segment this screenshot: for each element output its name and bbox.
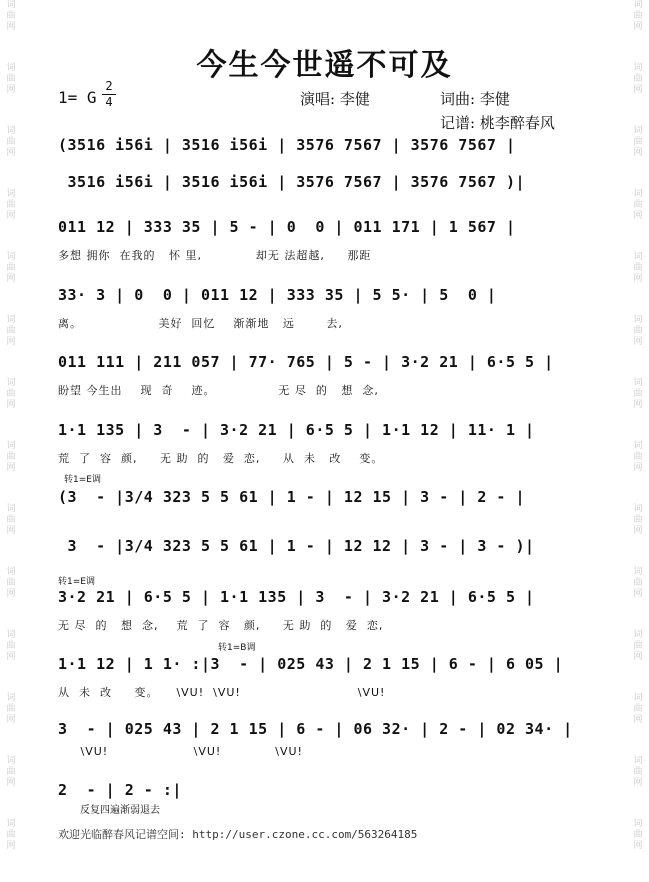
watermark-char: 词 — [6, 252, 16, 262]
watermark-char: 网 — [633, 400, 643, 410]
modulation-note-1: 转1=E调 — [64, 475, 101, 485]
lyric-line-4: 离。 美好 回忆 渐渐地 远 去, — [58, 317, 343, 330]
watermark-left — [2, 0, 20, 882]
watermark-char: 词 — [633, 630, 643, 640]
repeat-instruction: 反复四遍渐弱退去 — [80, 805, 160, 816]
watermark-char: 词 — [6, 504, 16, 514]
watermark-char: 网 — [6, 85, 16, 95]
watermark-char: 网 — [6, 274, 16, 284]
watermark-char: 曲 — [6, 452, 16, 462]
watermark-char: 曲 — [633, 74, 643, 84]
song-title: 今生今世遥不可及 — [196, 48, 453, 83]
lyric-line-11: \VU! \VU! \VU! — [58, 745, 303, 758]
watermark-char: 词 — [6, 63, 16, 73]
score-line-11: 3 - | 025 43 | 2 1 15 | 6 - | 06 32· | 2 - | 02 34· | — [58, 720, 573, 738]
watermark-char: 曲 — [6, 389, 16, 399]
watermark-char: 曲 — [633, 11, 643, 21]
watermark-char: 曲 — [6, 704, 16, 714]
score-line-12: 2 - | 2 - :| — [58, 781, 182, 799]
watermark-char: 网 — [633, 589, 643, 599]
watermark-char: 网 — [6, 526, 16, 536]
watermark-char: 词 — [633, 756, 643, 766]
score-line-7: (3 - |3/4 323 5 5 61 | 1 - | 12 15 | 3 - | 2 - | — [58, 488, 526, 506]
watermark-char: 曲 — [6, 578, 16, 588]
watermark-char: 曲 — [633, 137, 643, 147]
watermark-char: 词 — [633, 504, 643, 514]
watermark-char: 曲 — [633, 515, 643, 525]
lyric-line-10: 从 未 改 变。 \VU! \VU! \VU! — [58, 686, 386, 699]
score-line-4: 33· 3 | 0 0 | 011 12 | 333 35 | 5 5· | 5 0 | — [58, 286, 497, 304]
watermark-char: 词 — [6, 315, 16, 325]
watermark-char: 词 — [6, 693, 16, 703]
watermark-char: 曲 — [633, 578, 643, 588]
watermark-char: 词 — [6, 189, 16, 199]
watermark-char: 曲 — [6, 641, 16, 651]
watermark-char: 曲 — [6, 200, 16, 210]
watermark-char: 网 — [6, 22, 16, 32]
watermark-char: 词 — [633, 819, 643, 829]
score-line-1: (3516 i56i | 3516 i56i | 3576 7567 | 3576 7567 | — [58, 136, 516, 154]
watermark-char: 网 — [633, 337, 643, 347]
watermark-char: 词 — [6, 441, 16, 451]
watermark-char: 网 — [6, 589, 16, 599]
watermark-right — [629, 0, 647, 882]
watermark-char: 词 — [633, 252, 643, 262]
watermark-char: 词 — [6, 378, 16, 388]
watermark-char: 曲 — [6, 263, 16, 273]
watermark-char: 曲 — [633, 641, 643, 651]
watermark-char: 网 — [633, 211, 643, 221]
time-signature — [102, 80, 116, 109]
transcriber-credit: 记谱: 桃李醉春风 — [440, 114, 555, 132]
watermark-char: 曲 — [633, 389, 643, 399]
watermark-char: 网 — [6, 652, 16, 662]
watermark-char: 词 — [633, 693, 643, 703]
watermark-char: 曲 — [633, 263, 643, 273]
lyric-line-5: 盼望 今生出 现 奇 迹。 无 尽 的 想 念, — [58, 384, 379, 397]
watermark-char: 网 — [633, 85, 643, 95]
watermark-char: 网 — [6, 715, 16, 725]
watermark-char: 词 — [6, 567, 16, 577]
watermark-char: 词 — [6, 756, 16, 766]
singer-credit: 演唱: 李健 — [300, 90, 370, 108]
score-line-10: 1·1 12 | 1 1· :|3 - | 025 43 | 2 1 15 | 6 - | 6 05 | — [58, 655, 564, 673]
watermark-char: 曲 — [6, 326, 16, 336]
watermark-char: 词 — [6, 0, 16, 10]
watermark-char: 网 — [6, 400, 16, 410]
watermark-char: 词 — [6, 630, 16, 640]
watermark-char: 网 — [633, 274, 643, 284]
watermark-char: 曲 — [633, 200, 643, 210]
watermark-char: 网 — [6, 211, 16, 221]
watermark-char: 网 — [633, 463, 643, 473]
watermark-char: 曲 — [633, 830, 643, 840]
watermark-char: 曲 — [6, 767, 16, 777]
score-line-2: 3516 i56i | 3516 i56i | 3576 7567 | 3576 7567 )| — [58, 173, 526, 191]
watermark-char: 网 — [6, 463, 16, 473]
footer-link-text: 欢迎光临醉春风记谱空间: http://user.czone.cc.com/563264185 — [58, 828, 418, 841]
lyric-line-3: 多想 拥你 在我的 怀 里, 却无 法超越, 那距 — [58, 249, 372, 262]
key-signature: 1= G — [58, 88, 97, 107]
watermark-char: 词 — [633, 126, 643, 136]
watermark-char: 词 — [633, 315, 643, 325]
watermark-char: 词 — [633, 441, 643, 451]
watermark-char: 曲 — [633, 452, 643, 462]
watermark-char: 曲 — [6, 515, 16, 525]
watermark-char: 网 — [633, 841, 643, 851]
meter-bottom: 4 — [105, 95, 113, 109]
score-line-5: 011 111 | 211 057 | 77· 765 | 5 - | 3·2 21 | 6·5 5 | — [58, 353, 554, 371]
lyricist-credit: 词曲: 李健 — [440, 90, 510, 108]
watermark-char: 词 — [633, 378, 643, 388]
watermark-char: 词 — [6, 819, 16, 829]
score-line-8: 3 - |3/4 323 5 5 61 | 1 - | 12 12 | 3 - | 3 - )| — [58, 537, 535, 555]
watermark-char: 网 — [633, 715, 643, 725]
watermark-char: 网 — [633, 526, 643, 536]
score-line-6: 1·1 135 | 3 - | 3·2 21 | 6·5 5 | 1·1 12 | 11· 1 | — [58, 421, 535, 439]
watermark-char: 词 — [633, 567, 643, 577]
watermark-char: 曲 — [633, 326, 643, 336]
watermark-char: 网 — [6, 778, 16, 788]
watermark-char: 曲 — [633, 704, 643, 714]
watermark-char: 曲 — [633, 767, 643, 777]
watermark-char: 词 — [6, 126, 16, 136]
watermark-char: 网 — [6, 841, 16, 851]
watermark-char: 词 — [633, 189, 643, 199]
watermark-char: 曲 — [6, 830, 16, 840]
watermark-char: 网 — [6, 337, 16, 347]
watermark-char: 网 — [6, 148, 16, 158]
lyric-line-9: 无 尽 的 想 念, 荒 了 容 颜, 无 助 的 爱 恋, — [58, 619, 384, 632]
watermark-char: 曲 — [6, 74, 16, 84]
watermark-char: 词 — [633, 63, 643, 73]
meter-top: 2 — [105, 79, 113, 93]
watermark-char: 网 — [633, 778, 643, 788]
modulation-note-3: 转1=B调 — [218, 643, 256, 653]
score-line-3: 011 12 | 333 35 | 5 - | 0 0 | 011 171 | 1 567 | — [58, 218, 516, 236]
watermark-char: 网 — [633, 652, 643, 662]
watermark-char: 曲 — [6, 11, 16, 21]
modulation-note-2: 转1=E调 — [58, 577, 95, 587]
lyric-line-6: 荒 了 容 颜, 无 助 的 爱 恋, 从 未 改 变。 — [58, 452, 384, 465]
score-line-9: 3·2 21 | 6·5 5 | 1·1 135 | 3 - | 3·2 21 | 6·5 5 | — [58, 588, 535, 606]
watermark-char: 曲 — [6, 137, 16, 147]
watermark-char: 词 — [633, 0, 643, 10]
watermark-char: 网 — [633, 148, 643, 158]
watermark-char: 网 — [633, 22, 643, 32]
